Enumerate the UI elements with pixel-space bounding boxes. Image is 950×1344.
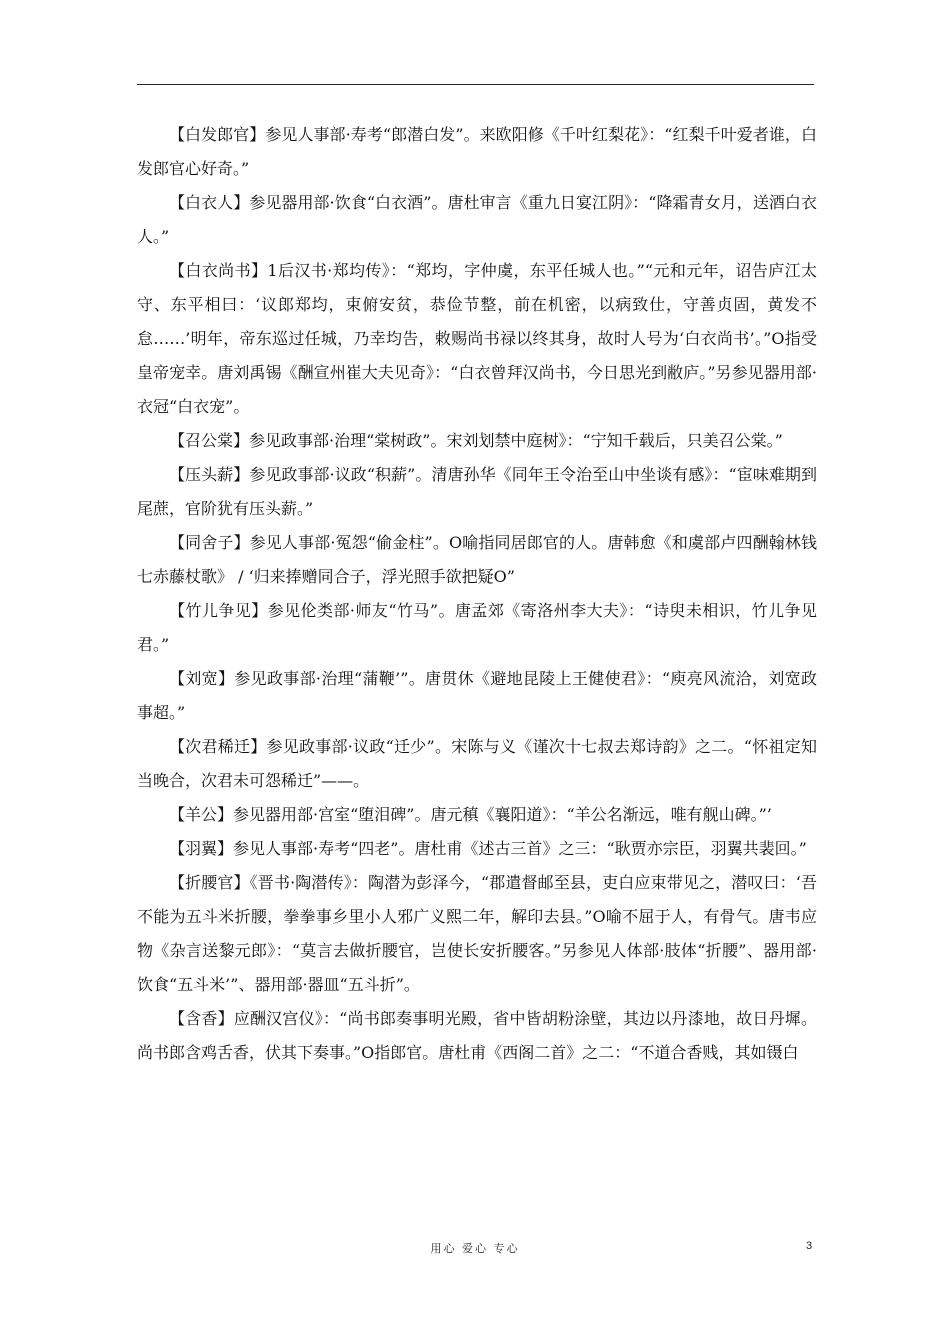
entry-paragraph: 【次君稀迁】参见政事部·议政“迁少”。宋陈与义《谨次十七叔去郑诗韵》之二。“怀祖定知当晚合，次君未可怨稀迁”——。 bbox=[137, 737, 817, 790]
entry-paragraph: 【竹儿争见】参见伦类部·师友“竹马”。唐孟郊《寄洛州李大夫》：“诗臾未相识，竹儿争见君。” bbox=[137, 601, 817, 654]
entry-paragraph: 【含香】应酬汉宫仪》：“尚书郎奏事明光殿，省中皆胡粉涂壁，其边以丹漆地，故日丹墀。尚书郎含鸡舌香，伏其下奏事。”O指郎官。唐杜甫《西阁二首》之二：“不道合香贱，其如镊白 bbox=[137, 1009, 817, 1062]
entry-paragraph: 【白衣人】参见器用部·饮食“白衣酒”。唐杜审言《重九日宴江阴》：“降霜青女月，送酒白衣人。” bbox=[137, 193, 817, 246]
entry-paragraph: 【刘宽】参见政事部·治理“蒲鞭’”。唐贯休《避地昆陵上王健使君》：“庾亮风流洽，刘宽政事超。” bbox=[137, 669, 817, 722]
entry-paragraph: 【召公棠】参见政事部·治理“棠树政”。宋刘划禁中庭树》：“宁知千载后，只美召公棠。” bbox=[169, 431, 783, 450]
entry-paragraph: 【白衣尚书】1后汉书·郑均传》：“郑均，字仲虞，东平任城人也。”“元和元年，诏告庐江太守、东平相曰：‘议郎郑均，束俯安贫，恭俭节整，前在机密，以病致仕，守善贞固，黄发不怠……’明年，帝东巡过任城，乃幸均告，敕赐尚书禄以终其身，故时人号为‘白衣尚书’。”O指受皇帝宠幸。唐刘禹锡《酬宣州崔大夫见奇》：“白衣曾拜汉尚书，今日思光到敝庐。”另参见器用部·衣冠“白衣宠”。 bbox=[137, 261, 817, 416]
header-rule bbox=[137, 84, 814, 85]
entry-paragraph: 【白发郎官】参见人事部·寿考“郎潜白发”。来欧阳修《千叶红梨花》：“红梨千叶爱者谁，白发郎官心好奇。” bbox=[137, 125, 817, 178]
footer-motto: 用心 爱心 专心 bbox=[430, 1242, 520, 1255]
document-body bbox=[137, 118, 817, 1070]
entry-paragraph: 【羊公】参见器用部·宫室“堕泪碑”。唐元稹《襄阳道》：“羊公名渐远，唯有舰山碑。”’ bbox=[169, 805, 772, 824]
entry-paragraph: 【同舍子】参见人事部·冤怨“偷金柱”。O喻指同居郎官的人。唐韩愈《和虞部卢四酬翰林钱七赤藤杖歌》 / ‘归来捧赠同合子，浮光照手欲把疑O” bbox=[137, 533, 817, 586]
page-number: 3 bbox=[806, 1240, 813, 1252]
entry-paragraph: 【压头薪】参见政事部·议政“积薪”。清唐孙华《同年王令治至山中坐谈有感》：“宦味难期到尾蔗，官阶犹有压头薪。” bbox=[137, 465, 817, 518]
entry-paragraph: 【羽翼】参见人事部·寿考“四老”。唐杜甫《述古三首》之三：“耿贾亦宗臣，羽翼共裴回。” bbox=[169, 839, 807, 858]
entry-paragraph: 【折腰官】《晋书·陶潜传》：陶潜为彭泽今，“郡遣督邮至县，吏白应束带见之，潜叹曰：‘吾不能为五斗米折腰，拳拳事乡里小人邪广义熙二年，解印去县。”O喻不屈于人，有骨气。唐韦应物《杂言送黎元郎》：“莫言去做折腰官，岂使长安折腰客。”另参见人体部·肢体“折腰”、器用部·饮食“五斗米’”、器用部·器皿“五斗折”。 bbox=[137, 873, 817, 994]
